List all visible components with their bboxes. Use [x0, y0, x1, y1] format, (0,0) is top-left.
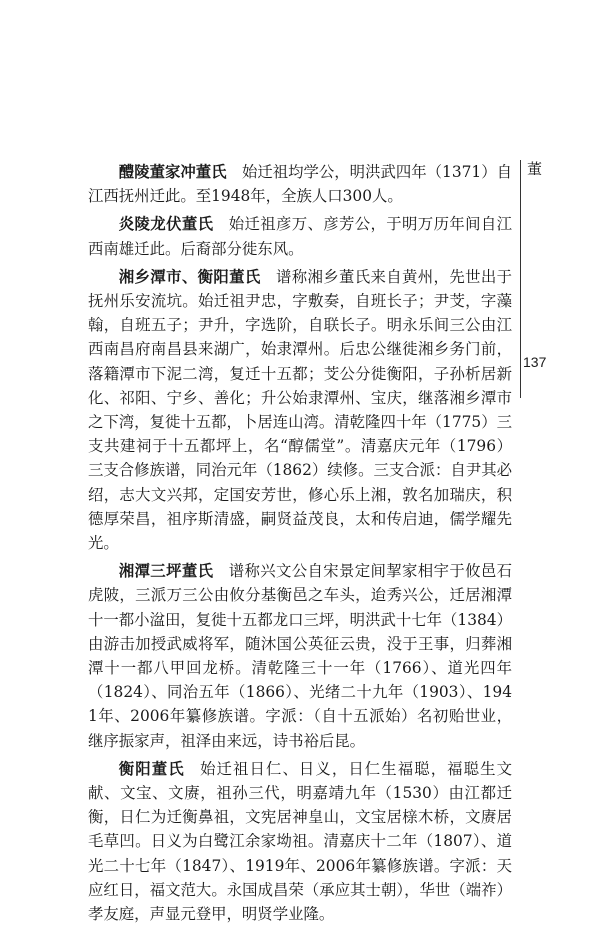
clan-heading: 衡阳董氏 — [118, 759, 185, 778]
entry-text: 始迁祖彦万、彦芳公，于明万历年间自江西南雄迁此。后裔部分徙东风。 — [88, 215, 512, 258]
entry-liling-dongjiachong — [88, 160, 512, 208]
entry-text: 谱称兴文公自宋景定间挈家相宇于攸邑石虎陂，三派万三公由攸分基衡邑之车头，迨秀兴公，迁居湘潭十一都小湓田，复徙十五都龙口三坪，明洪武十七年（1384）由游击加授武威将军，随沐国公英征云贵，没于王事，归葬湘潭十一都八甲回龙桥。清乾隆三十一年（1766）、道光四年（1824）、同治五年（1866）、光绪二十九年（1903）、1941年、2006年纂修族谱。字派：（自十五派始）名初贻世业，继序振家声，祖泽由来远，诗书裕后昆。 — [88, 562, 512, 750]
side-tab-label: 董 — [527, 160, 543, 178]
entry-text: 始迁祖均学公，明洪武四年（1371）自江西抚州迁此。至1948年，全族人口300人。 — [88, 163, 512, 206]
clan-heading: 湘乡潭市、衡阳董氏 — [118, 267, 261, 286]
entry-text: 谱称湘乡董氏来自黄州，先世出于抚州乐安流坑。始迁祖尹忠，字敷奏，自班长子；尹芠，字藻翰，自班五子；尹升，字选阶，自联长子。明永乐间三公由江西南昌府南昌县来湖广，始隶潭州。后忠公继徙湘乡务门前，落籍潭市下泥二湾，复迁十五都；芠公分徙衡阳，子孙析居新化、祁阳、宁乡、善化；升公始隶潭州、宝庆，继落湘乡潭市之下湾，复徙十五都，卜居连山湾。清乾隆四十年（1775）三支共建祠于十五都坪上，名“醇儒堂”。清嘉庆元年（1796）三支合修族谱，同治元年（1862）续修。三支合派：自尹其必绍，志大文兴邦，定国安芳世，修心乐上湘，敦名加瑞庆，积德厚荣昌，祖序斯清盛，嗣贤益茂良，太和传启迪，儒学耀先光。 — [88, 267, 512, 553]
clan-heading: 醴陵董家冲董氏 — [118, 163, 227, 181]
main-text — [88, 160, 512, 930]
entry-xiangtan-sanping — [88, 559, 512, 753]
margin-rule — [520, 160, 521, 398]
entry-hengyang — [88, 757, 512, 926]
entry-text: 始迁祖日仁、日义，日仁生福聪，福聪生文献、文宝、文赓，祖孙三代，明嘉靖九年（1530）由江都迁衡，日仁为迁衡鼻祖，文宪居神皇山，文宝居榇木桥，文赓居毛草凹。日义为白鹭江余家坳祖。清嘉庆十二年（1807）、道光二十七年（1847）、1919年、2006年纂修族谱。字派：天应红日，福文范大。永国成昌荣（承应其士朝），华世（端祚）孝友庭，声显元登甲，明贤学业隆。 — [88, 759, 512, 924]
clan-heading: 湘潭三坪董氏 — [118, 562, 214, 581]
clan-heading: 炎陵龙伏董氏 — [118, 215, 214, 234]
page-number: 137 — [523, 354, 547, 370]
entry-xiangxiang-tanshi — [88, 265, 512, 555]
entry-yanling-longfu — [88, 212, 512, 260]
